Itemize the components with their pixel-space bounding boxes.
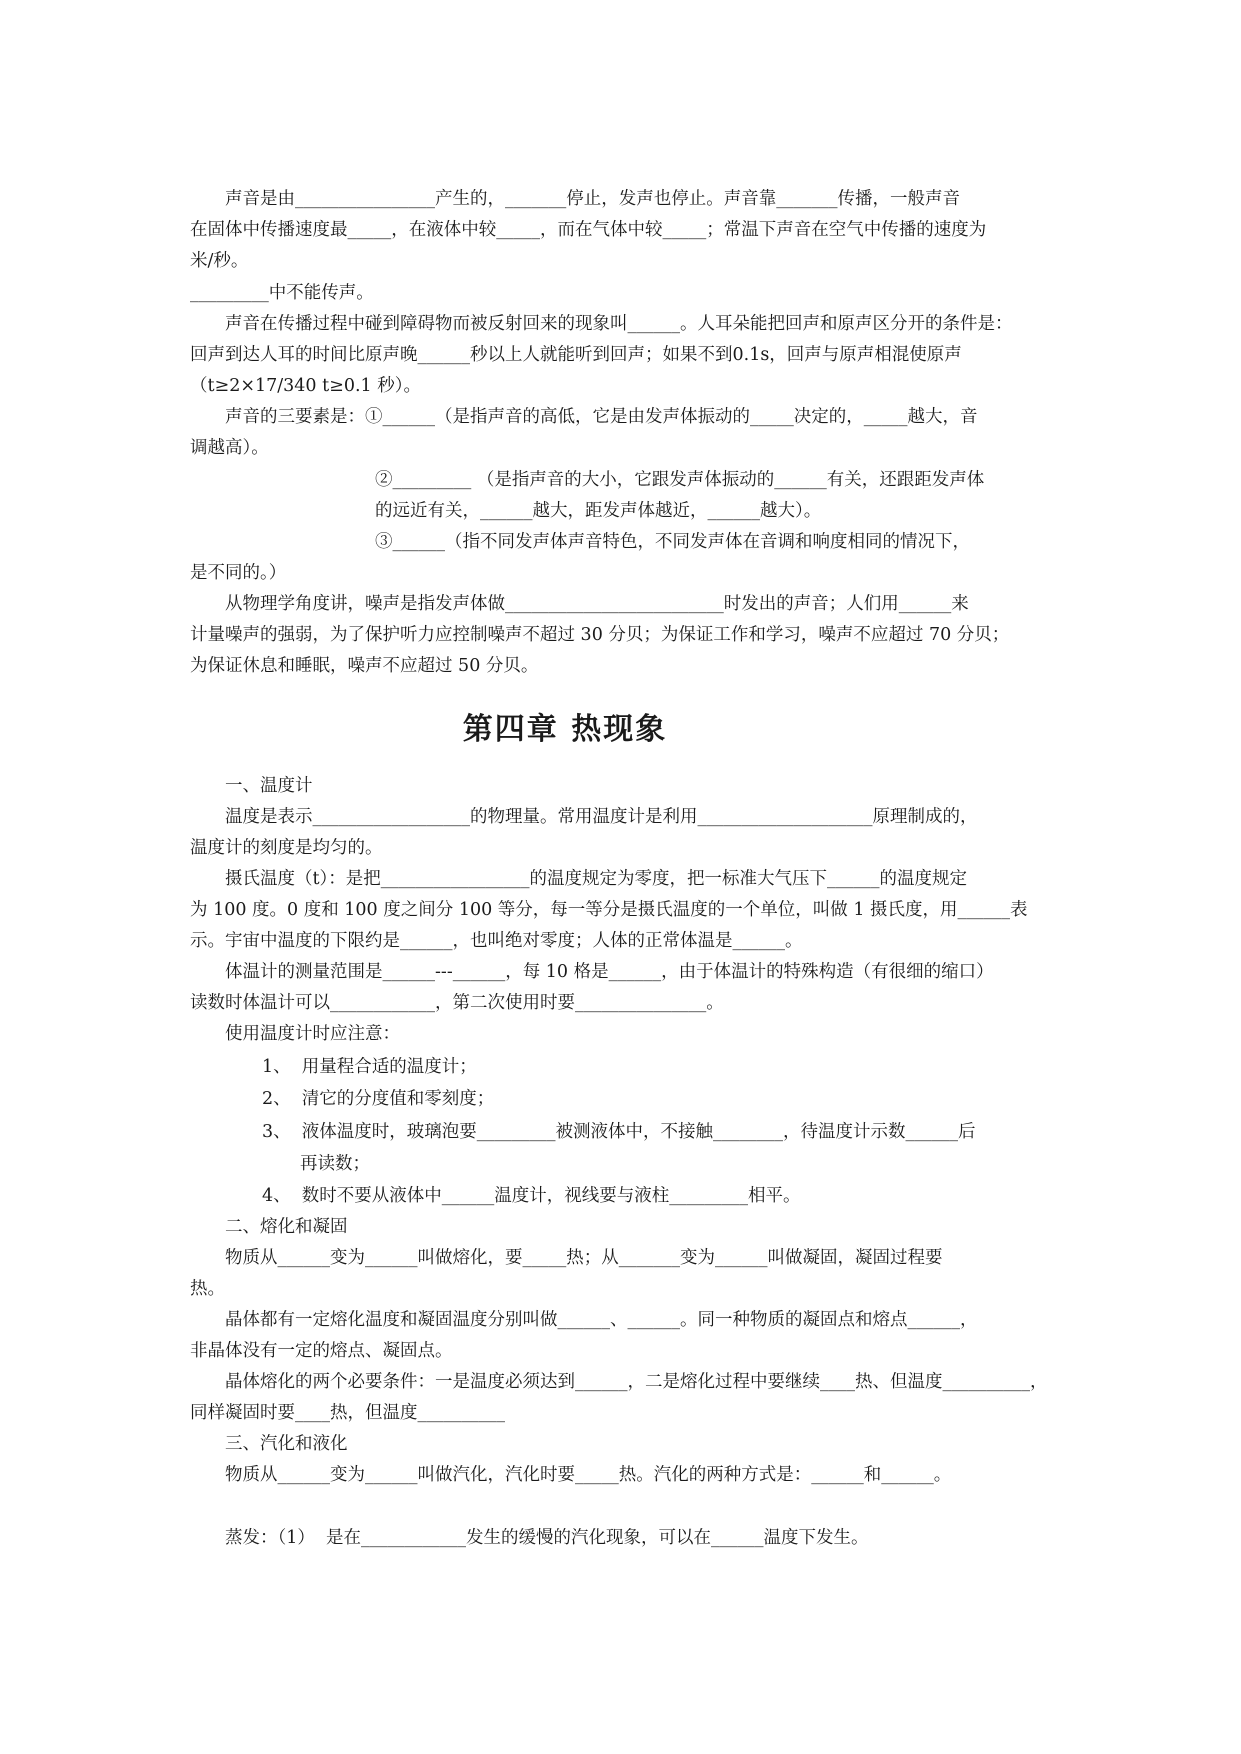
text-line: 摄氏温度（t）：是把_________________的温度规定为零度，把一标准大气压下______的温度规定 [225,869,968,889]
text-line: 声音在传播过程中碰到障碍物而被反射回来的现象叫______。人耳朵能把回声和原声区分开的条件是： [225,314,1013,334]
text-line: _________中不能传声。 [190,283,374,303]
text-line: 温度是表示__________________的物理量。常用温度计是利用____________________原理制成的， [225,807,978,827]
text-line: 从物理学角度讲，噪声是指发声体做_________________________时发出的声音；人们用______来 [225,594,969,614]
list-item-continued: 再读数； [300,1154,370,1174]
text-line: 声音是由________________产生的，_______停止，发声也停止。声音靠_______传播，一般声音 [225,189,960,209]
text-line: 体温计的测量范围是______---______，每 10 格是______，由于体温计的特殊构造（有很细的缩口） [225,962,994,982]
section-heading: 二、熔化和凝固 [225,1217,348,1237]
text-line: 同样凝固时要____热，但温度__________ [190,1403,505,1423]
text-line: 在固体中传播速度最_____，在液体中较_____，而在气体中较_____；常温下声音在空气中传播的速度为 [190,220,987,240]
text-line: 温度计的刻度是均匀的。 [190,838,383,858]
section-heading: 一、温度计 [225,776,313,796]
text-line: 蒸发：（1） 是在____________发生的缓慢的汽化现象，可以在______温度下发生。 [225,1528,869,1548]
list-item: 3、 液体温度时，玻璃泡要_________被测液体中，不接触________，待温度计示数______后 [262,1122,976,1142]
text-line: 热。 [190,1279,225,1299]
text-line: 声音的三要素是：①______（是指声音的高低，它是由发声体振动的_____决定的，_____越大，音 [225,407,978,427]
text-line: （t≥2×17/340 t≥0.1 秒）。 [190,376,421,396]
text-line: 的远近有关，______越大，距发声体越近，______越大）。 [375,501,822,521]
text-line: 为保证休息和睡眠，噪声不应超过 50 分贝。 [190,656,539,676]
text-line: 晶体都有一定熔化温度和凝固温度分别叫做______、______。同一种物质的凝固点和熔点______， [225,1310,978,1330]
text-line: 调越高）。 [190,438,269,458]
list-item: 1、 用量程合适的温度计； [262,1057,477,1077]
text-line: 计量噪声的强弱，为了保护听力应控制噪声不超过 30 分贝；为保证工作和学习，噪声不应超过 70 分贝； [190,625,1010,645]
chapter-title: 第四章 热现象 [462,712,668,747]
text-line: 物质从______变为______叫做汽化，汽化时要_____热。汽化的两种方式是：______和______。 [225,1465,952,1485]
text-line: ③______（指不同发声体声音特色，不同发声体在音调和响度相同的情况下， [375,532,970,552]
text-line: 回声到达人耳的时间比原声晚______秒以上人就能听到回声；如果不到0.1s，回声与原声相混使原声 [190,345,962,365]
text-line: 晶体熔化的两个必要条件：一是温度必须达到______，二是熔化过程中要继续____热、但温度__________， [225,1372,1048,1392]
text-line: 读数时体温计可以____________，第二次使用时要_______________。 [190,993,724,1013]
text-line: 为 100 度。0 度和 100 度之间分 100 等分，每一等分是摄氏温度的一个单位，叫做 1 摄氏度，用______表 [190,900,1028,920]
text-line: 使用温度计时应注意： [225,1024,400,1044]
text-line: ②_________ （是指声音的大小，它跟发声体振动的______有关，还跟距发声体 [375,470,985,490]
text-line: 是不同的。） [190,563,287,583]
list-item: 2、 清它的分度值和零刻度； [262,1089,495,1109]
section-heading: 三、汽化和液化 [225,1434,348,1454]
text-line: 示。宇宙中温度的下限约是______，也叫绝对零度；人体的正常体温是______。 [190,931,803,951]
list-item: 4、 数时不要从液体中______温度计，视线要与液柱_________相平。 [262,1186,801,1206]
text-line: 非晶体没有一定的熔点、凝固点。 [190,1341,453,1361]
text-line: 物质从______变为______叫做熔化，要_____热；从_______变为______叫做凝固，凝固过程要 [225,1248,943,1268]
text-line: 米/秒。 [190,251,249,271]
